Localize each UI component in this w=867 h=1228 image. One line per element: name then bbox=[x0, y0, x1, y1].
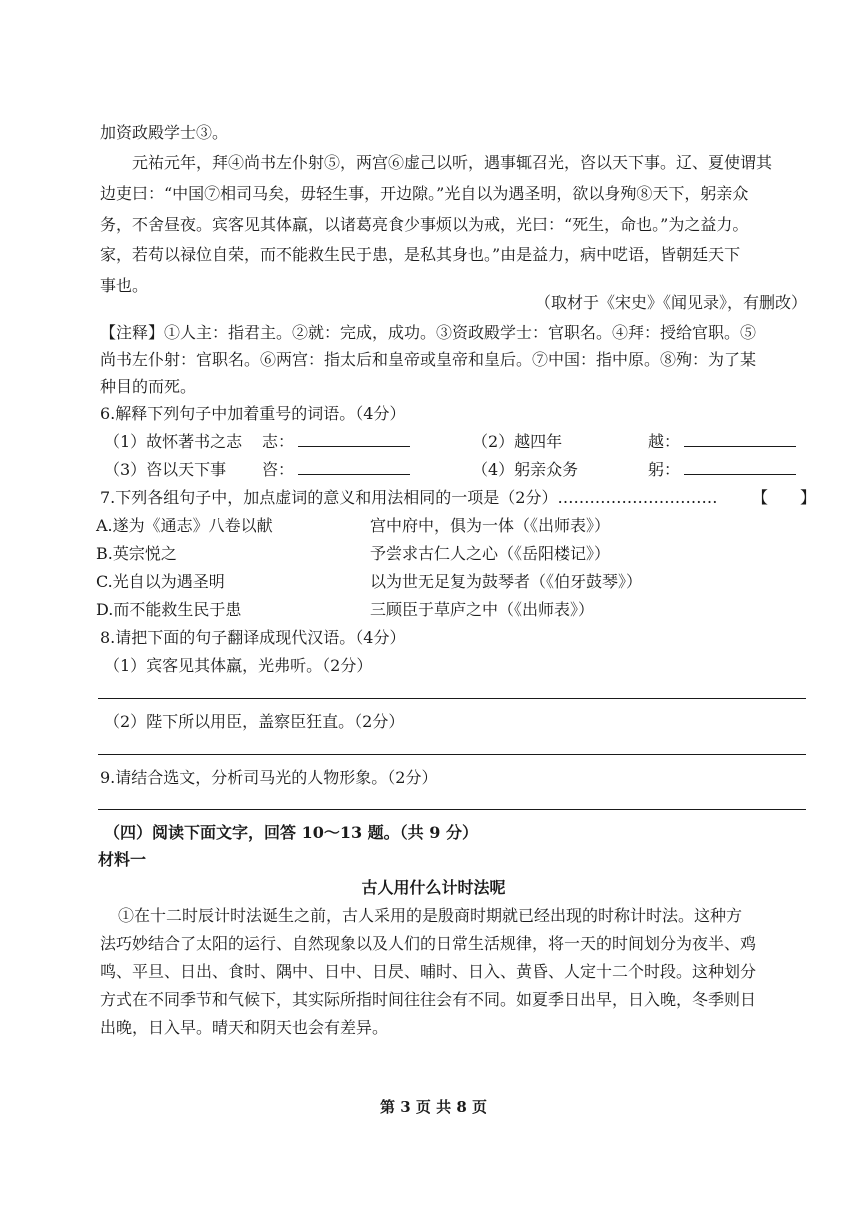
q7-option-b-left: B.英宗悦之 bbox=[96, 544, 177, 563]
q9-answer-line[interactable] bbox=[98, 809, 806, 810]
q6-item-4-answer bbox=[648, 459, 796, 481]
q6-item-2-blank[interactable] bbox=[684, 446, 796, 447]
passage-para1-line: 元祐元年，拜④尚书左仆射⑤，两宫⑥虚己以听，遇事辄召光，咨以天下事。辽、夏使谓其 bbox=[132, 153, 773, 172]
section4-heading: （四）阅读下面文字，回答 10～13 题。（共 9 分） bbox=[104, 823, 478, 842]
q8-sentence-2: （2）陛下所以用臣，盖察臣狂直。（2分） bbox=[104, 712, 405, 731]
q6-item-4-sentence: （4）躬亲众务 bbox=[472, 460, 579, 479]
q6-item-1-blank[interactable] bbox=[298, 446, 410, 447]
q8-stem: 8.请把下面的句子翻译成现代汉语。（4分） bbox=[100, 628, 406, 647]
q7-answer-brackets[interactable]: 【 】 bbox=[752, 488, 817, 507]
page-number: 第 3 页 共 8 页 bbox=[380, 1098, 487, 1116]
q6-item-3-word: 咨： bbox=[262, 460, 295, 479]
passage-source: （取材于《宋史》《闻见录》，有删改） bbox=[534, 293, 807, 312]
passage-para1-line: 边吏曰：“中国⑦相司马矣，毋轻生事，开边隙。”光自以为遇圣明，欲以身殉⑧天下，躬亲众 bbox=[100, 184, 749, 203]
q7-option-b-right: 予尝求古仁人之心（《岳阳楼记》） bbox=[370, 544, 611, 563]
q7-option-a-left: A.遂为《通志》八卷以献 bbox=[96, 516, 273, 535]
q6-item-2-sentence: （2）越四年 bbox=[472, 432, 563, 451]
q7-option-d-right: 三顾臣于草庐之中（《出师表》） bbox=[370, 600, 595, 619]
notes-line: 【注释】①人主：指君主。②就：完成，成功。③资政殿学士：官职名。④拜：授给官职。⑤ bbox=[100, 323, 757, 342]
article-para-line: 法巧妙结合了太阳的运行、自然现象以及人们的日常生活规律，将一天的时间划分为夜半、鸡 bbox=[100, 934, 757, 953]
material-label: 材料一 bbox=[98, 850, 147, 869]
notes-line: 尚书左仆射：官职名。⑥两宫：指太后和皇帝或皇帝和皇后。⑦中国：指中原。⑧殉：为了某 bbox=[100, 350, 757, 369]
passage-para1-line: 家，若苟以禄位自荣，而不能救生民于患，是私其身也。”由是益力，病中呓语，皆朝廷天下 bbox=[100, 245, 741, 264]
article-para-line: 鸣、平旦、日出、食时、隅中、日中、日昃、晡时、日入、黄昏、人定十二个时段。这种划分 bbox=[100, 962, 757, 981]
q9-stem: 9.请结合选文，分析司马光的人物形象。（2分） bbox=[100, 768, 438, 787]
passage-para1-line: 务，不舍昼夜。宾客见其体羸，以诸葛亮食少事烦以为戒，光曰：“死生，命也。”为之益力。 bbox=[100, 215, 749, 234]
article-para-line: 方式在不同季节和气候下，其实际所指时间往往会有不同。如夏季日出早，日入晚，冬季则日 bbox=[100, 990, 757, 1009]
article-para-line: 出晚，日入早。晴天和阴天也会有差异。 bbox=[100, 1018, 389, 1037]
passage-para1-line: 事也。 bbox=[100, 276, 149, 295]
q6-item-2-answer bbox=[648, 431, 796, 453]
q6-item-2-word: 越： bbox=[648, 432, 681, 451]
q7-stem: 7.下列各组句子中，加点虚词的意义和用法相同的一项是（2分）………………………… bbox=[100, 488, 718, 507]
q7-option-a-right: 宫中府中，俱为一体（《出师表》） bbox=[370, 516, 611, 535]
q8-answer-line-2[interactable] bbox=[98, 754, 806, 755]
q7-option-c-right: 以为世无足复为鼓琴者（《伯牙鼓琴》） bbox=[370, 572, 643, 591]
q7-option-c-left: C.光自以为遇圣明 bbox=[96, 572, 225, 591]
q6-item-3-answer bbox=[262, 459, 410, 481]
q6-item-4-word: 躬： bbox=[648, 460, 681, 479]
article-para-line: ①在十二时辰计时法诞生之前，古人采用的是殷商时期就已经出现的时称计时法。这种方 bbox=[118, 906, 743, 925]
passage-line-0: 加资政殿学士③。 bbox=[100, 123, 229, 142]
q6-stem: 6.解释下列句子中加着重号的词语。（4分） bbox=[100, 404, 406, 423]
q6-item-1-word: 志： bbox=[262, 432, 295, 451]
q6-item-3-sentence: （3）咨以天下事 bbox=[104, 460, 227, 479]
notes-line: 种目的而死。 bbox=[100, 377, 197, 396]
q6-item-4-blank[interactable] bbox=[684, 474, 796, 475]
q8-answer-line-1[interactable] bbox=[98, 698, 806, 699]
q8-sentence-1: （1）宾客见其体羸，光弗听。（2分） bbox=[104, 656, 373, 675]
article-title: 古人用什么计时法呢 bbox=[361, 878, 506, 897]
q7-option-d-left: D.而不能救生民于患 bbox=[96, 600, 242, 619]
q6-item-3-blank[interactable] bbox=[298, 474, 410, 475]
q6-item-1-answer bbox=[262, 431, 410, 453]
q6-item-1-sentence: （1）故怀著书之志 bbox=[104, 432, 243, 451]
